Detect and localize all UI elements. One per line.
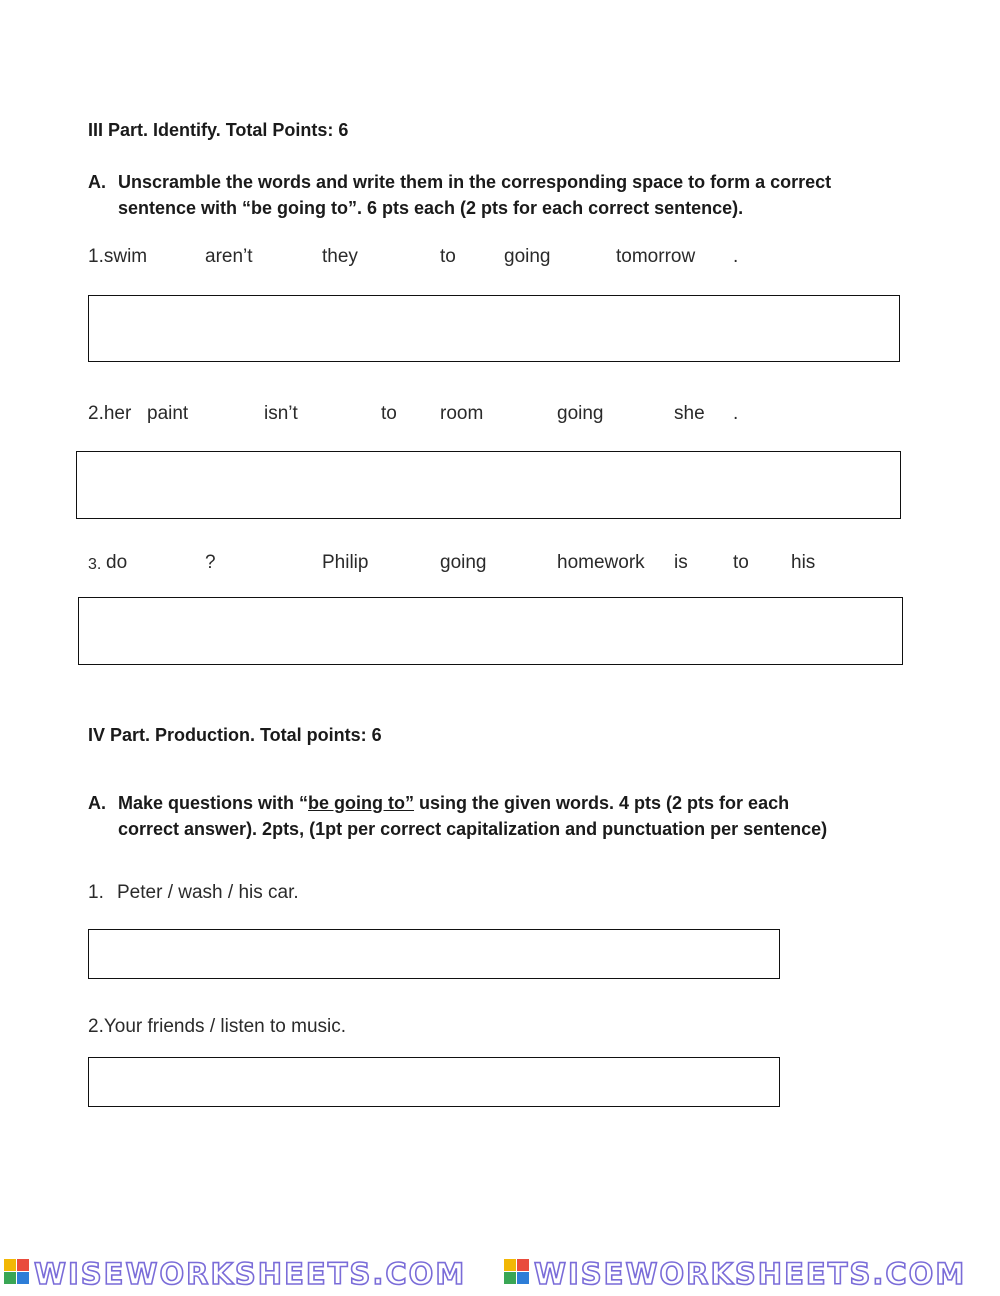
part3-instruction-line1: Unscramble the words and write them in the corresponding space to form a correct [118, 172, 832, 192]
part4-instruction-line2: correct answer). 2pts, (1pt per correct capitalization and punctuation per sentence) [118, 819, 828, 839]
instruction-text: Make questions with “ [118, 793, 309, 813]
scramble-word: to [733, 552, 749, 573]
watermark-logo [0, 1255, 1000, 1291]
scramble-word: 2.her [88, 403, 132, 424]
scramble-word: is [674, 552, 688, 573]
scramble-word: Philip [322, 552, 369, 573]
scramble-word: 1.swim [88, 246, 148, 267]
answer-box-5[interactable] [88, 1057, 780, 1107]
scramble-word: ? [205, 552, 216, 573]
scramble-word: tomorrow [616, 246, 696, 267]
scramble-word: to [381, 403, 397, 424]
logo-icon [504, 1259, 529, 1284]
part4-title: IV Part. Production. Total points: 6 [88, 725, 382, 745]
logo-icon [4, 1259, 29, 1284]
scramble-word: paint [147, 403, 189, 424]
watermark-footer [0, 1255, 1000, 1291]
part4-instruction-marker: A. [88, 793, 106, 813]
instruction-text: using the given words. 4 pts (2 pts for each [414, 793, 790, 813]
scramble-word: going [504, 246, 551, 267]
question-number: 1. [88, 882, 104, 903]
scramble-word: . [733, 246, 739, 267]
watermark-text: WISEWORKSHEETS.COM [34, 1257, 467, 1291]
be-going-to-underlined: be going to” [308, 793, 415, 813]
scramble-word: isn’t [264, 403, 298, 424]
scramble-word: aren’t [205, 246, 253, 267]
answer-box-1[interactable] [88, 295, 900, 362]
part3-instruction-marker: A. [88, 172, 106, 192]
scramble-word: do [106, 552, 128, 573]
answer-box-4[interactable] [88, 929, 780, 979]
scramble-word: going [557, 403, 604, 424]
scramble-word: . [733, 403, 739, 424]
scramble-word: they [322, 246, 358, 267]
part4-instruction-line1 [118, 793, 789, 814]
scramble-word: going [440, 552, 487, 573]
part3-title: III Part. Identify. Total Points: 6 [88, 120, 349, 140]
part3-instruction-line2: sentence with “be going to”. 6 pts each (2 pts for each correct sentence). [118, 198, 744, 218]
question-prompt: Peter / wash / his car. [117, 882, 299, 903]
scramble-word: she [674, 403, 705, 424]
scramble-word: his [791, 552, 816, 573]
watermark-text: WISEWORKSHEETS.COM [534, 1257, 967, 1291]
answer-box-2[interactable] [76, 451, 901, 519]
scramble-word: to [440, 246, 456, 267]
scramble-word: room [440, 403, 484, 424]
question-prompt: 2.Your friends / listen to music. [88, 1016, 347, 1037]
answer-box-3[interactable] [78, 597, 903, 665]
scramble-word: 3. [88, 556, 102, 573]
scramble-word: homework [557, 552, 645, 573]
